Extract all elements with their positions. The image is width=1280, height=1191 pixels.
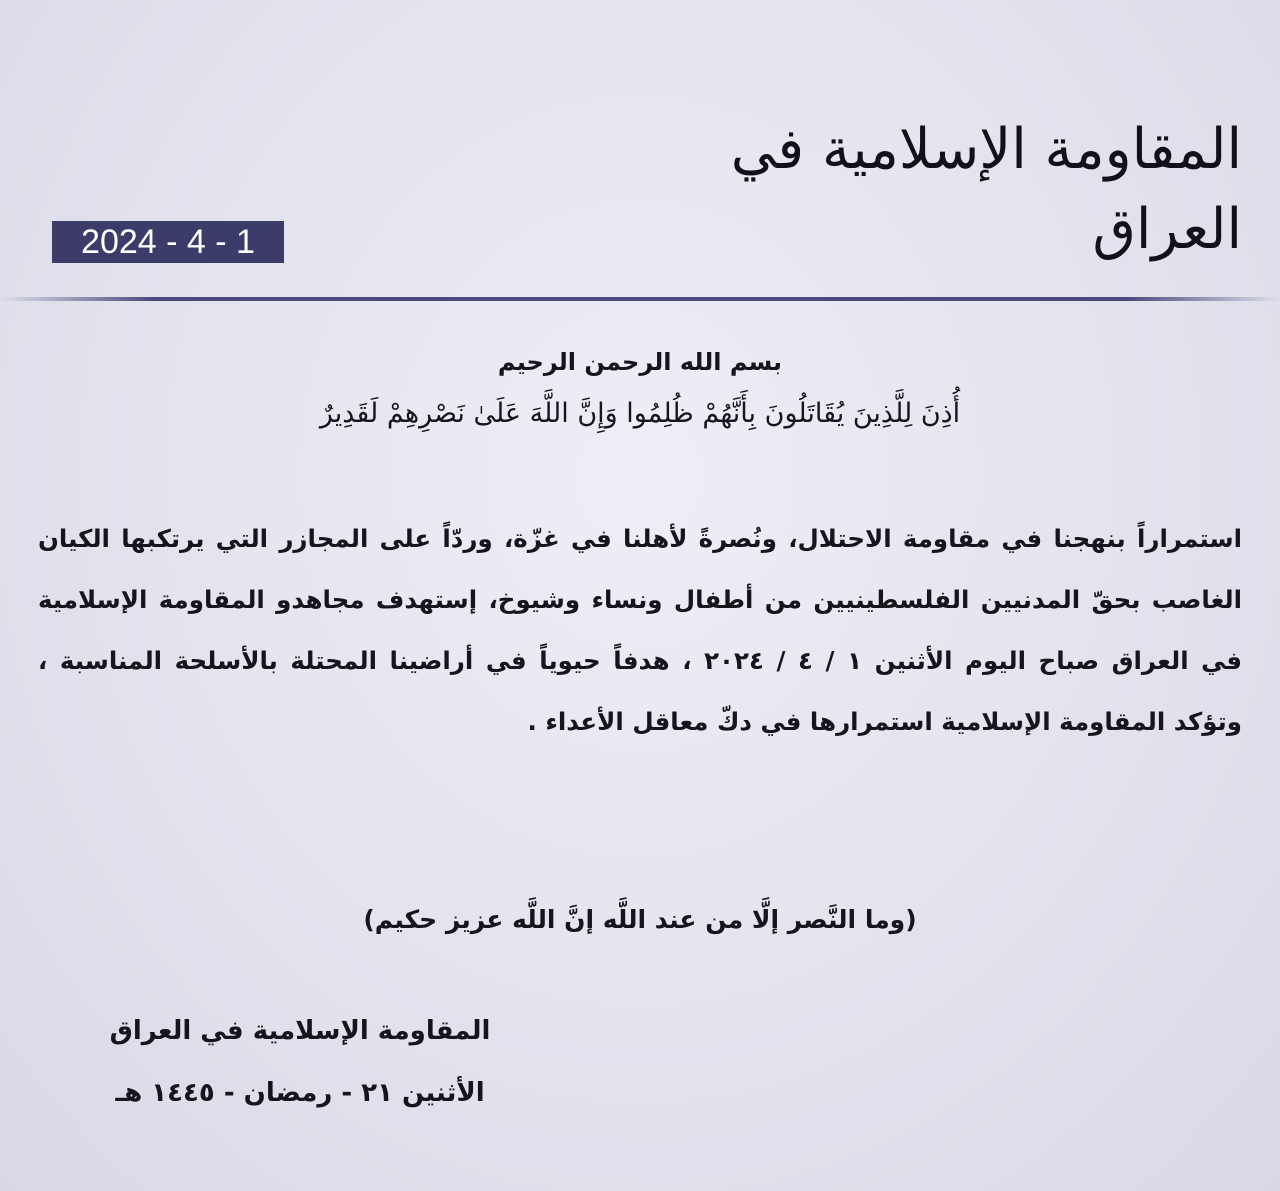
- signature-name: المقاومة الإسلامية في العراق: [109, 1016, 491, 1046]
- opening-verse: أُذِنَ لِلَّذِينَ يُقَاتَلُونَ بِأَنَّهُمْ ظُلِمُوا وَإِنَّ اللَّهَ عَلَىٰ نَصْرِهِمْ لَقَدِيرٌ: [319, 398, 961, 429]
- organization-title: المقاومة الإسلامية في العراق: [730, 117, 1242, 262]
- signature-block: [60, 1000, 540, 1124]
- basmala: بسم الله الرحمن الرحيم: [497, 348, 783, 376]
- date-badge: 2024 - 4 - 1: [52, 221, 284, 263]
- closing-verse: (وما النَّصر إلَّا من عند اللَّه إنَّ اللَّه عزيز حكيم): [363, 905, 917, 934]
- signature-date: الأثنين ٢١ - رمضان - ١٤٤٥ هـ: [115, 1078, 485, 1108]
- statement-body: استمراراً بنهجنا في مقاومة الاحتلال، ونُصرةً لأهلنا في غزّة، وردّاً على المجازر التي يرتكبها الكيان الغاصب بحقّ المدنيين الفلسطينيين من أطفال ونساء وشيوخ، إستهدف مجاهدو المقاومة الإسلامية في العراق صباح اليوم الأثنين ١ / ٤ / ٢٠٢٤ ، هدفاً حيوياً في أراضينا المحتلة بالأسلحة المناسبة ، وتؤكد المقاومة الإسلامية استمرارها في دكّ معاقل الأعداء .: [38, 524, 1242, 736]
- header-divider: [0, 297, 1280, 301]
